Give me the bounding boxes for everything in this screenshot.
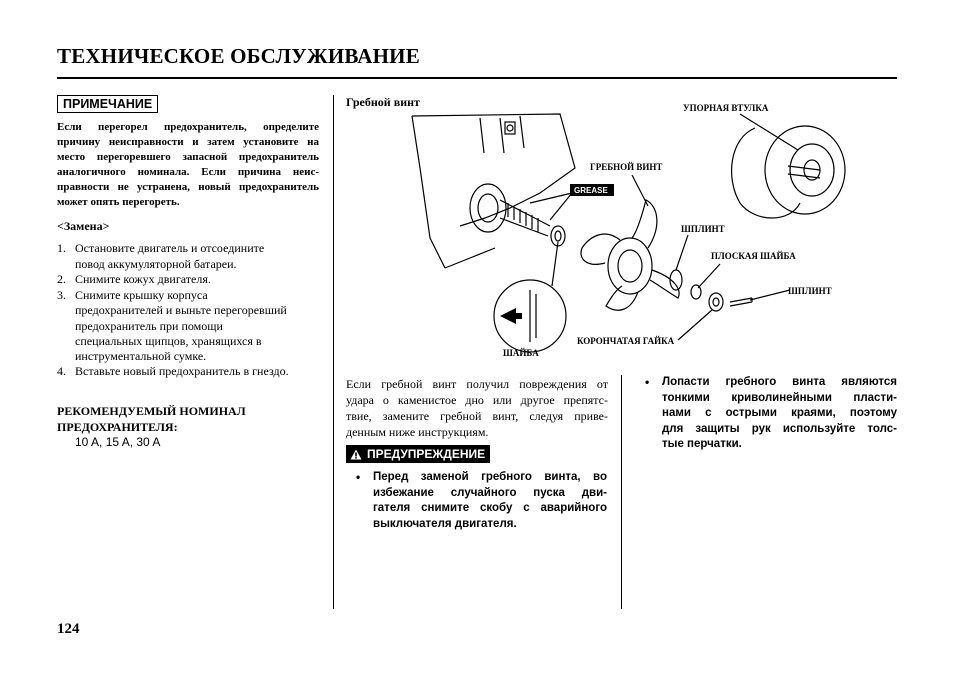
note-text-line: причину неисправности и затем установите на <box>57 136 319 148</box>
label-castle-nut: КОРОНЧАТАЯ ГАЙКА <box>577 336 675 346</box>
intro-text-line: денным ниже инструкциям. <box>346 425 489 439</box>
warning-text-line: выключателя двигателя. <box>373 518 517 530</box>
note-text-line: аналогичного номинала. Если причина неис- <box>57 166 319 178</box>
tip-bullet: • <box>645 375 650 389</box>
castle-nut-part <box>709 293 723 311</box>
tip-text-line: Лопасти гребного винта являются <box>662 376 897 388</box>
label-propeller: ГРЕБНОЙ ВИНТ <box>590 162 663 172</box>
warning-triangle-icon <box>350 449 362 460</box>
cotter-pin-2-leader <box>750 290 790 300</box>
column-divider-right <box>621 375 622 609</box>
tip-text-line: для защиты рук используйте толс- <box>662 423 897 435</box>
tip-text-line: нами с острыми краями, поэтому <box>662 407 897 419</box>
note-text-line: Если перегорел предохранитель, определите <box>57 121 319 133</box>
step-number: 2. <box>57 272 66 286</box>
step-text-line: предохранителей и выньте перегоревший <box>75 303 287 317</box>
replacement-heading: <Замена> <box>57 219 110 233</box>
fuse-ratings: 10 A, 15 A, 30 A <box>75 435 161 449</box>
intro-text-line: твие, замените гребной винт, следуя приве- <box>346 409 608 423</box>
note-text-line: место перегоревшего запасной предохранитель <box>57 151 319 163</box>
step-text-line: специальных щипцов, хранящихся в <box>75 334 262 348</box>
arrow-icon <box>500 308 516 324</box>
page-title: ТЕХНИЧЕСКОЕ ОБСЛУЖИВАНИЕ <box>57 44 420 68</box>
note-label: ПРИМЕЧАНИЕ <box>57 95 158 113</box>
intro-text-line: удара о каменистое дно или другое препятс- <box>346 393 608 407</box>
flat-washer-leader <box>698 264 720 288</box>
warning-text-line: избежание случайного пуска дви- <box>373 487 607 499</box>
propeller-diagram <box>400 108 900 368</box>
note-text-line: может опять перегореть. <box>57 196 180 208</box>
diagram-title: Гребной винт <box>346 95 420 109</box>
step-text-line: Вставьте новый предохранитель в гнездо. <box>75 364 289 378</box>
label-flat-washer: ПЛОСКАЯ ШАЙБА <box>711 251 796 261</box>
grease-leader <box>530 193 572 220</box>
step-text-line: Снимите крышку корпуса <box>75 288 208 302</box>
column-divider-left <box>333 95 334 609</box>
label-cotter-pin: ШПЛИНТ <box>681 224 725 234</box>
label-grease: GREASE <box>574 186 608 195</box>
gearcase-housing <box>412 114 575 268</box>
step-number: 1. <box>57 241 66 255</box>
propeller <box>581 200 679 310</box>
step-text-line: Остановите двигатель и отсоедините <box>75 241 265 255</box>
step-text-line: предохранитель при помощи <box>75 319 223 333</box>
label-cotter-pin-2: ШПЛИНТ <box>788 286 832 296</box>
propeller-leader <box>632 175 648 206</box>
page-number: 124 <box>57 621 80 637</box>
label-washer: ШАЙБА <box>503 348 539 358</box>
thrust-bushing-detail <box>732 126 845 218</box>
step-text-line: повод аккумуляторной батареи. <box>75 257 237 271</box>
title-divider <box>57 77 897 79</box>
warning-label: ПРЕДУПРЕЖДЕНИЕ <box>367 447 486 461</box>
cotter-pin-leader <box>676 235 688 270</box>
castle-nut-leader <box>678 310 712 340</box>
tip-text-line: тые перчатки. <box>662 438 742 450</box>
step-number: 4. <box>57 364 66 378</box>
recommended-heading: РЕКОМЕНДУЕМЫЙ НОМИНАЛ <box>57 404 246 418</box>
propeller-shaft <box>470 184 550 236</box>
warning-text-line: Перед заменой гребного винта, во <box>373 471 607 483</box>
warning-badge <box>346 445 490 463</box>
step-text-line: инструментальной сумке. <box>75 349 207 363</box>
recommended-heading: ПРЕДОХРАНИТЕЛЯ: <box>57 420 178 434</box>
washer-inset <box>494 242 566 352</box>
tip-text-line: тонкими криволинейными пласти- <box>662 392 897 404</box>
label-thrust-bushing: УПОРНАЯ ВТУЛКА <box>683 103 769 113</box>
step-text-line: Снимите кожух двигателя. <box>75 272 211 286</box>
cotter-pin-2-part <box>730 298 752 306</box>
intro-text-line: Если гребной винт получил повреждения от <box>346 377 608 391</box>
warning-bullet: • <box>356 470 361 484</box>
note-text-line: правности не устранена, новый предохранитель <box>57 181 319 193</box>
warning-text-line: гателя снимите скобу с аварийного <box>373 502 607 514</box>
step-number: 3. <box>57 288 66 302</box>
